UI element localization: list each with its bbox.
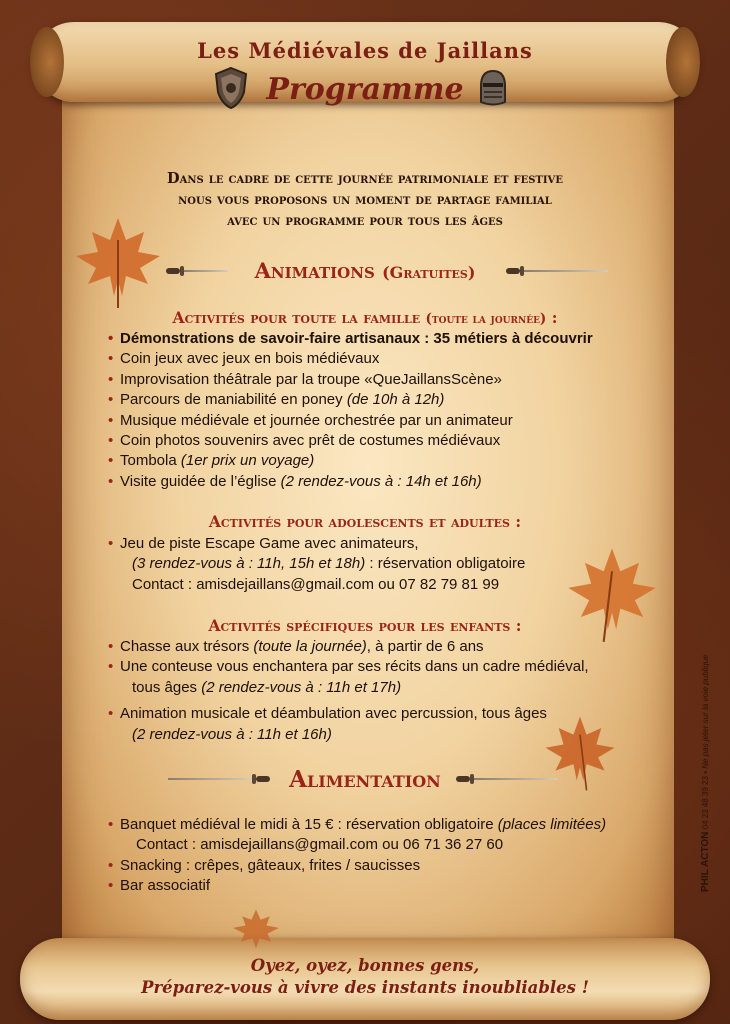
list-item: • Coin jeux avec jeux en bois médiévaux [108,349,678,369]
list-item: • Coin photos souvenirs avec prêt de costumes médiévaux [108,431,678,451]
section-title-alimentation: Alimentation [289,766,441,793]
list-item: • Musique médiévale et journée orchestrée par un animateur [108,411,678,431]
intro-line: Dans le cadre de cette journée patrimoniale et festive [167,170,563,187]
page-title: Les Médiévales de Jaillans [197,38,533,63]
section-family-title [0,308,730,327]
sword-icon [456,774,560,784]
list-item: • Snacking : crêpes, gâteaux, frites / saucisses [108,856,678,876]
list-item: • Animation musicale et déambulation avec percussion, tous âges (2 rendez-vous à : 11h et 16h) [108,704,678,745]
section-adults-title: Activités pour adolescents et adultes : [208,512,522,531]
animations-free: (Gratuites) [382,263,476,282]
intro-line: avec un programme pour tous les âges [227,212,503,229]
intro-line: nous vous proposons un moment de partage familial [178,191,552,208]
footer-line-1: Oyez, oyez, bonnes gens, [250,956,480,975]
list-item: • Une conteuse vous enchantera par ses récits dans un cadre médiéval, tous âges (2 rendez-vous à : 11h et 17h) [108,657,678,698]
maple-leaf-icon [226,906,286,952]
printer-phone: 04 23 48 39 23 [701,775,710,830]
family-title: Activités pour toute la famille [172,308,421,327]
printer-note: PHIL ACTON 04 23 48 39 23 • Ne pas jeter sur la voie publique [700,654,711,892]
list-item: • Bar associatif [108,876,678,896]
list-item: • Démonstrations de savoir-faire artisanaux : 35 métiers à découvrir [108,329,678,349]
list-item: • Parcours de maniabilité en poney (de 10h à 12h) [108,390,678,410]
printer-name: PHIL ACTON [700,831,711,892]
list-item: • Jeu de piste Escape Game avec animateurs, (3 rendez-vous à : 11h, 15h et 18h) : réservation obligatoire Contact : amisdejaillans@gmail.com ou 07 82 79 81 99 [108,534,678,595]
section-title-animations [0,258,730,283]
animations-title: Animations [254,258,375,283]
footer-line-2: Préparez-vous à vivre des instants inoubliables ! [141,978,589,997]
list-item: • Banquet médiéval le midi à 15 € : réservation obligatoire (places limitées) Contact : amisdejaillans@gmail.com ou 06 71 36 27 60 [108,815,678,856]
family-paren: (toute la journée) [425,311,547,327]
sword-icon [506,266,610,276]
page-subtitle: Programme [266,72,464,107]
food-list [108,815,678,897]
kids-activities-list [108,637,678,745]
list-item: • Chasse aux trésors (toute la journée), à partir de 6 ans [108,637,678,657]
list-item: • Tombola (1er prix un voyage) [108,451,678,471]
disposal-warning: Ne pas jeter sur la voie publique [701,654,710,769]
family-activities-list [108,329,678,492]
adults-activities-list [108,534,678,595]
list-item: • Visite guidée de l’église (2 rendez-vous à : 14h et 16h) [108,472,678,492]
intro-text [90,168,640,231]
family-colon: : [546,308,558,327]
section-kids-title: Activités spécifiques pour les enfants : [208,616,522,635]
knight-helmet-icon [476,68,510,108]
list-item: • Improvisation théâtrale par la troupe «QueJaillansScène» [108,370,678,390]
